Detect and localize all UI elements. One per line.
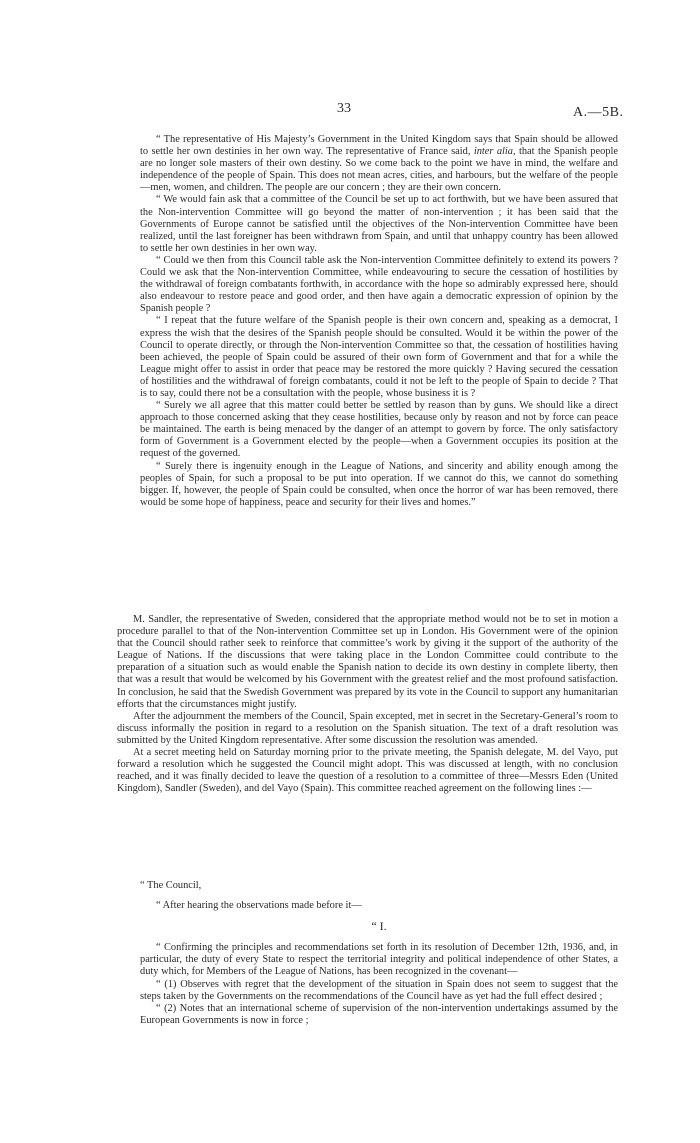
quoted-paragraph: “ The representative of His Majesty’s Government in the United Kingdom says that Spain should be allowed to settle her own destinies in her own way. The representative of France said, inter alia, that the Spanish people are no longer sole masters of their own destiny. So we come back to the point we have in mind, the welfare and independence of the people of Spain. This does not mean acres, cities, and harbours, but the welfare of the people—men, women, and children. The people are our concern ; they are their own concern. bbox=[140, 134, 618, 194]
resolution-paragraph: “ (2) Notes that an international scheme of supervision of the non-intervention undertakings assumed by the European Governments is now in force ; bbox=[140, 1002, 618, 1026]
quoted-speech bbox=[140, 134, 618, 509]
narrative-paragraph: M. Sandler, the representative of Sweden, considered that the appropriate method would not be to set in motion a procedure parallel to that of the Non-intervention Committee set up in London. His Government were of the opinion that the Council should rather seek to reinforce that committee’s work by giving it the support of the authority of the League of Nations. If the discussions that were taking place in the London Committee could contribute to the preparation of a situation such as would enable the Spanish nation to decide its own destiny in complete liberty, then that was a result that would be welcomed by his Government with the greatest relief and the most profound satisfaction. In conclusion, he said that the Swedish Government was prepared by its vote in the Council to support any humanitarian efforts that the circumstances might justify. bbox=[117, 614, 618, 710]
document-reference: A.—5B. bbox=[573, 105, 624, 120]
resolution-paragraph: “ Confirming the principles and recommendations set forth in its resolution of December 12th, 1936, and, in particular, the duty of every State to respect the territorial integrity and political independence of other States, a duty which, for Members of the League of Nations, has been recognized in the covenant— bbox=[140, 942, 618, 978]
resolution-preamble: “ After hearing the observations made before it— bbox=[156, 900, 362, 912]
resolution-salutation: “ The Council, bbox=[140, 880, 202, 891]
narrative-section bbox=[117, 614, 618, 795]
page-number: 33 bbox=[337, 101, 351, 116]
quoted-paragraph: “ Surely there is ingenuity enough in the League of Nations, and sincerity and ability enough among the peoples of Spain, for such a proposal to be put into operation. If we cannot do this, we cannot do something bigger. If, however, the people of Spain could be consulted, when once the horror of war has been removed, there would be some hope of happiness, peace and security for their lives and homes.” bbox=[140, 460, 618, 508]
resolution-text bbox=[140, 880, 618, 1027]
quoted-paragraph: “ We would fain ask that a committee of the Council be set up to act forthwith, but we have been assured that the Non-intervention Committee will go beyond the matter of non-intervention ; it has been said that the Governments of Europe cannot be satisfied until the objectives of the Non-intervention Committee have been realized, until the last foreigner has been withdrawn from Spain, and until that unhappy country has been allowed to settle her own destinies in her own way. bbox=[140, 194, 618, 254]
resolution-section-heading: “ I. bbox=[371, 919, 387, 934]
italic-phrase: inter alia bbox=[473, 146, 513, 158]
quoted-paragraph: “ Could we then from this Council table ask the Non-intervention Committee definitely to extend its powers ? Could we ask that the Non-intervention Committee, while endeavouring to secure the cessation of hostilities by the withdrawal of foreign combatants forthwith, in accordance with the hope so admirably expressed here, should also endeavour to restore peace and good order, and then have again a democratic expression of opinion by the Spanish people ? bbox=[140, 254, 618, 315]
narrative-paragraph: After the adjournment the members of the Council, Spain excepted, met in secret in the Secretary-General’s room to discuss informally the position in regard to a resolution on the Spanish situation. The text of a draft resolution was submitted by the United Kingdom representative. After some discussion the resolution was amended. bbox=[117, 710, 618, 746]
quoted-paragraph: “ I repeat that the future welfare of the Spanish people is their own concern and, speaking as a democrat, I express the wish that the desires of the Spanish people should be consulted. Would it be within the power of the Council to operate directly, or through the Non-intervention Committee so that, the cessation of hostilities having been achieved, the people of Spain could be assured of their own form of Government and that for a while the League might offer to assist in order that peace may be restored the more quickly ? Having secured the cessation of hostilities and the withdrawal of foreign combatants, could it not be left to the people of Spain to decide ? That is to say, could there not be a consultation with the people, whose business it is ? bbox=[140, 315, 618, 399]
quoted-paragraph: “ Surely we all agree that this matter could better be settled by reason than by guns. We should like a direct approach to those concerned asking that they cease hostilities, because only by reason and not by force can peace be maintained. The earth is being menaced by the danger of an attempt to govern by force. The only satisfactory form of Government is a Government elected by the people—when a Government occupies its position at the request of the governed. bbox=[140, 400, 618, 460]
narrative-paragraph: At a secret meeting held on Saturday morning prior to the private meeting, the Spanish delegate, M. del Vayo, put forward a resolution which he suggested the Council might adopt. This was discussed at length, with no conclusion reached, and it was finally decided to leave the question of a resolution to a committee of three—Messrs Eden (United Kingdom), Sandler (Sweden), and del Vayo (Spain). This committee reached agreement on the following lines :— bbox=[117, 747, 618, 795]
resolution-paragraph: “ (1) Observes with regret that the development of the situation in Spain does not seem to suggest that the steps taken by the Governments on the recommendations of the Council have as yet had the full effect desired ; bbox=[140, 978, 618, 1002]
